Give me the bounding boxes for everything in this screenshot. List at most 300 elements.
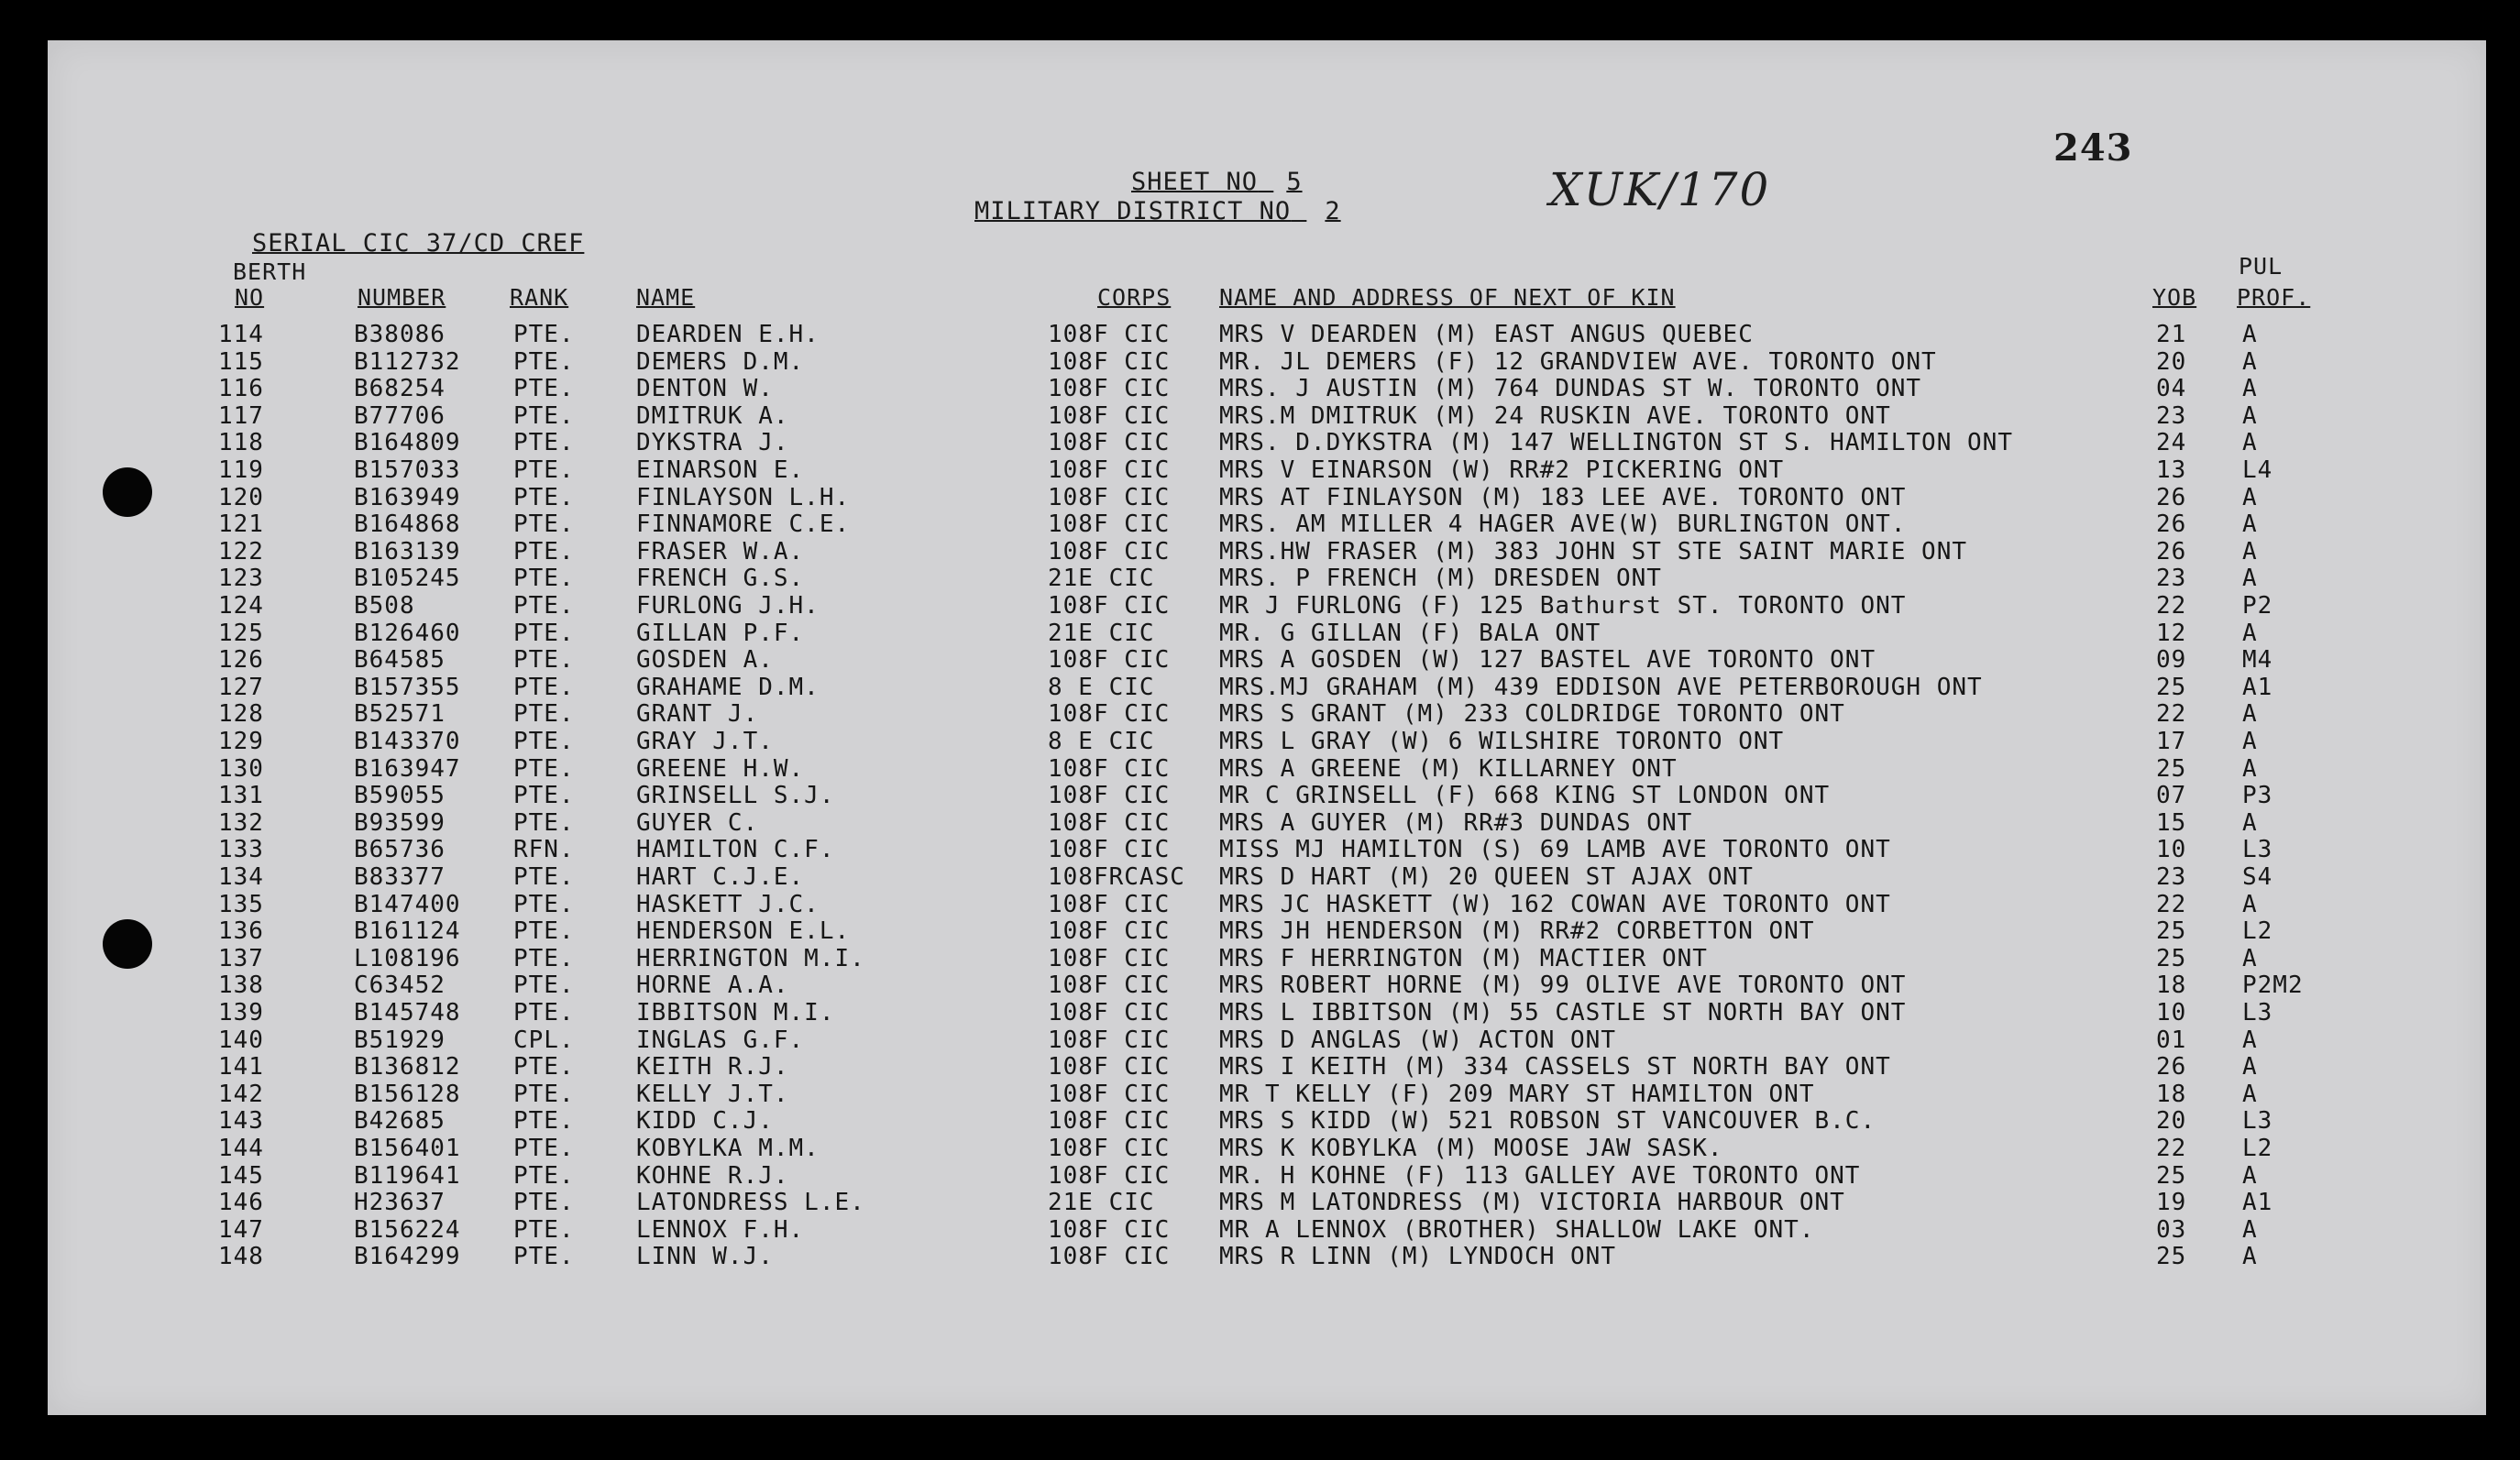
name-cell: GILLAN P.F. <box>636 619 805 647</box>
number-cell: B64585 <box>354 646 446 675</box>
pul-cell: A <box>2242 483 2258 511</box>
corps-cell: 108F CIC <box>1048 1215 1171 1244</box>
number-cell: B93599 <box>354 808 446 837</box>
col-yob: YOB <box>2152 284 2197 311</box>
district-header <box>974 197 1341 225</box>
corps-cell: 108F CIC <box>1048 700 1171 729</box>
number-cell: B164299 <box>354 1243 461 1271</box>
next-of-kin-cell: MRS L GRAY (W) 6 WILSHIRE TORONTO ONT <box>1219 728 1785 755</box>
yob-cell: 18 <box>2156 1080 2187 1108</box>
table-row <box>0 863 2520 890</box>
rank-cell: PTE. <box>513 863 575 891</box>
corps-cell: 8 E CIC <box>1048 728 1155 755</box>
col-next-of-kin: NAME AND ADDRESS OF NEXT OF KIN <box>1219 284 1676 311</box>
pul-cell: A <box>2242 1243 2258 1271</box>
rank-cell: PTE. <box>513 808 575 837</box>
pul-cell: L4 <box>2242 456 2273 484</box>
pul-cell: A <box>2242 565 2258 593</box>
next-of-kin-cell: MRS. D.DYKSTRA (M) 147 WELLINGTON ST S. HAMILTON ONT <box>1219 429 2013 457</box>
name-cell: FRENCH G.S. <box>636 565 805 593</box>
corps-cell: 108F CIC <box>1048 754 1171 783</box>
yob-cell: 20 <box>2156 1107 2187 1136</box>
table-row <box>0 538 2520 565</box>
name-cell: DYKSTRA J. <box>636 429 789 457</box>
pul-cell: A1 <box>2242 673 2273 701</box>
corps-cell: 108F CIC <box>1048 1107 1171 1136</box>
number-cell: B147400 <box>354 890 461 918</box>
serial-label: SERIAL CIC 37/CD CREF <box>252 229 585 258</box>
next-of-kin-cell: MRS A GREENE (M) KILLARNEY ONT <box>1219 754 1678 783</box>
name-cell: LINN W.J. <box>636 1243 774 1271</box>
table-row <box>0 1135 2520 1161</box>
berth-cell: 140 <box>218 1026 264 1054</box>
table-row <box>0 484 2520 510</box>
berth-cell: 122 <box>218 537 264 565</box>
pul-cell: A <box>2242 700 2258 729</box>
berth-cell: 115 <box>218 347 264 376</box>
berth-cell: 136 <box>218 917 264 946</box>
number-cell: B83377 <box>354 863 446 891</box>
next-of-kin-cell: MRS D ANGLAS (W) ACTON ONT <box>1219 1026 1616 1054</box>
next-of-kin-cell: MRS F HERRINGTON (M) MACTIER ONT <box>1219 944 1708 972</box>
pul-cell: P3 <box>2242 782 2273 810</box>
col-pul-top: PUL <box>2239 253 2283 280</box>
pul-cell: A <box>2242 890 2258 918</box>
yob-cell: 21 <box>2156 321 2187 348</box>
corps-cell: 108F CIC <box>1048 1161 1171 1190</box>
corps-cell: 108F CIC <box>1048 456 1171 484</box>
rank-cell: PTE. <box>513 917 575 946</box>
berth-cell: 146 <box>218 1189 264 1217</box>
rank-cell: PTE. <box>513 1107 575 1136</box>
name-cell: DEMERS D.M. <box>636 347 805 376</box>
table-row <box>0 755 2520 782</box>
rank-cell: PTE. <box>513 537 575 565</box>
next-of-kin-cell: MRS S KIDD (W) 521 ROBSON ST VANCOUVER B.C. <box>1219 1107 1876 1136</box>
corps-cell: 108F CIC <box>1048 321 1171 348</box>
berth-cell: 127 <box>218 673 264 701</box>
corps-cell: 108F CIC <box>1048 999 1171 1026</box>
table-row <box>0 836 2520 862</box>
table-row <box>0 782 2520 808</box>
number-cell: B51929 <box>354 1026 446 1054</box>
berth-cell: 129 <box>218 728 264 755</box>
rank-cell: PTE. <box>513 1189 575 1217</box>
table-row <box>0 375 2520 401</box>
next-of-kin-cell: MR. H KOHNE (F) 113 GALLEY AVE TORONTO ONT <box>1219 1161 1861 1190</box>
rank-cell: PTE. <box>513 646 575 675</box>
rank-cell: PTE. <box>513 1080 575 1108</box>
corps-cell: 108F CIC <box>1048 1026 1171 1054</box>
col-rank: RANK <box>510 284 569 311</box>
berth-cell: 147 <box>218 1215 264 1244</box>
corps-cell: 108F CIC <box>1048 944 1171 972</box>
rank-cell: PTE. <box>513 890 575 918</box>
rank-cell: PTE. <box>513 565 575 593</box>
corps-cell: 108F CIC <box>1048 646 1171 675</box>
corps-cell: 108F CIC <box>1048 537 1171 565</box>
rank-cell: CPL. <box>513 1026 575 1054</box>
number-cell: B143370 <box>354 728 461 755</box>
table-row <box>0 402 2520 429</box>
next-of-kin-cell: MRS K KOBYLKA (M) MOOSE JAW SASK. <box>1219 1135 1723 1162</box>
yob-cell: 09 <box>2156 646 2187 675</box>
pul-cell: L3 <box>2242 1107 2273 1136</box>
sheet-header <box>1131 168 1303 196</box>
berth-cell: 133 <box>218 836 264 864</box>
next-of-kin-cell: MRS.HW FRASER (M) 383 JOHN ST STE SAINT MARIE ONT <box>1219 537 1968 565</box>
yob-cell: 01 <box>2156 1026 2187 1054</box>
number-cell: B164868 <box>354 510 461 539</box>
yob-cell: 25 <box>2156 754 2187 783</box>
col-name: NAME <box>636 284 696 311</box>
name-cell: FINNAMORE C.E. <box>636 510 851 539</box>
next-of-kin-cell: MRS.M DMITRUK (M) 24 RUSKIN AVE. TORONTO ONT <box>1219 401 1891 430</box>
rank-cell: PTE. <box>513 782 575 810</box>
berth-cell: 124 <box>218 592 264 620</box>
number-cell: B157355 <box>354 673 461 701</box>
next-of-kin-cell: MR T KELLY (F) 209 MARY ST HAMILTON ONT <box>1219 1080 1815 1108</box>
next-of-kin-cell: MRS S GRANT (M) 233 COLDRIDGE TORONTO ONT <box>1219 700 1845 729</box>
next-of-kin-cell: MRS. P FRENCH (M) DRESDEN ONT <box>1219 565 1662 593</box>
yob-cell: 26 <box>2156 537 2187 565</box>
yob-cell: 23 <box>2156 863 2187 891</box>
name-cell: GRAHAME D.M. <box>636 673 820 701</box>
col-berth: NO <box>235 284 265 311</box>
table-row <box>0 1243 2520 1269</box>
name-cell: GRANT J. <box>636 700 759 729</box>
name-cell: GRAY J.T. <box>636 728 774 755</box>
table-row <box>0 1026 2520 1053</box>
next-of-kin-cell: MRS. AM MILLER 4 HAGER AVE(W) BURLINGTON ONT. <box>1219 510 1907 539</box>
number-cell: B105245 <box>354 565 461 593</box>
number-cell: B42685 <box>354 1107 446 1136</box>
name-cell: KEITH R.J. <box>636 1053 789 1081</box>
pul-cell: A <box>2242 808 2258 837</box>
rank-cell: PTE. <box>513 972 575 1000</box>
pul-cell: P2M2 <box>2242 972 2304 1000</box>
corps-cell: 108F CIC <box>1048 1243 1171 1271</box>
corps-cell: 21E CIC <box>1048 565 1155 593</box>
sheet-value: 5 <box>1286 168 1303 196</box>
number-cell: B163947 <box>354 754 461 783</box>
number-cell: B156224 <box>354 1215 461 1244</box>
name-cell: HASKETT J.C. <box>636 890 820 918</box>
next-of-kin-cell: MRS JC HASKETT (W) 162 COWAN AVE TORONTO ONT <box>1219 890 1891 918</box>
sheet-label: SHEET NO <box>1131 168 1259 196</box>
name-cell: IBBITSON M.I. <box>636 999 835 1026</box>
table-row <box>0 674 2520 700</box>
pul-cell: A <box>2242 401 2258 430</box>
table-row <box>0 321 2520 347</box>
name-cell: HAMILTON C.F. <box>636 836 835 864</box>
berth-cell: 148 <box>218 1243 264 1271</box>
corps-cell: 108F CIC <box>1048 429 1171 457</box>
name-cell: EINARSON E. <box>636 456 805 484</box>
yob-cell: 03 <box>2156 1215 2187 1244</box>
pul-cell: A1 <box>2242 1189 2273 1217</box>
number-cell: B59055 <box>354 782 446 810</box>
corps-cell: 108FRCASC <box>1048 863 1185 891</box>
corps-cell: 108F CIC <box>1048 1080 1171 1108</box>
table-row <box>0 917 2520 944</box>
number-cell: B156128 <box>354 1080 461 1108</box>
yob-cell: 26 <box>2156 483 2187 511</box>
number-cell: B136812 <box>354 1053 461 1081</box>
rank-cell: PTE. <box>513 321 575 348</box>
pul-cell: A <box>2242 944 2258 972</box>
pul-cell: L2 <box>2242 1135 2273 1162</box>
rank-cell: PTE. <box>513 619 575 647</box>
berth-cell: 116 <box>218 375 264 403</box>
next-of-kin-cell: MRS ROBERT HORNE (M) 99 OLIVE AVE TORONTO ONT <box>1219 972 1907 1000</box>
berth-cell: 128 <box>218 700 264 729</box>
berth-cell: 126 <box>218 646 264 675</box>
berth-cell: 142 <box>218 1080 264 1108</box>
name-cell: HORNE A.A. <box>636 972 789 1000</box>
berth-cell: 139 <box>218 999 264 1026</box>
rank-cell: PTE. <box>513 401 575 430</box>
next-of-kin-cell: MISS MJ HAMILTON (S) 69 LAMB AVE TORONTO ONT <box>1219 836 1891 864</box>
table-row <box>0 456 2520 483</box>
number-cell: B508 <box>354 592 415 620</box>
yob-cell: 17 <box>2156 728 2187 755</box>
rank-cell: PTE. <box>513 456 575 484</box>
table-row <box>0 592 2520 619</box>
berth-cell: 123 <box>218 565 264 593</box>
table-row <box>0 1107 2520 1134</box>
name-cell: FRASER W.A. <box>636 537 805 565</box>
corps-cell: 108F CIC <box>1048 836 1171 864</box>
number-cell: B52571 <box>354 700 446 729</box>
corps-cell: 108F CIC <box>1048 401 1171 430</box>
berth-cell: 138 <box>218 972 264 1000</box>
name-cell: FURLONG J.H. <box>636 592 820 620</box>
next-of-kin-cell: MRS V DEARDEN (M) EAST ANGUS QUEBEC <box>1219 321 1754 348</box>
yob-cell: 10 <box>2156 999 2187 1026</box>
berth-cell: 145 <box>218 1161 264 1190</box>
corps-cell: 108F CIC <box>1048 782 1171 810</box>
table-row <box>0 1189 2520 1215</box>
number-cell: B163139 <box>354 537 461 565</box>
rank-cell: PTE. <box>513 1243 575 1271</box>
district-value: 2 <box>1325 197 1341 225</box>
rank-cell: PTE. <box>513 700 575 729</box>
berth-cell: 130 <box>218 754 264 783</box>
rank-cell: PTE. <box>513 1053 575 1081</box>
pul-cell: A <box>2242 1080 2258 1108</box>
col-corps: CORPS <box>1097 284 1172 311</box>
name-cell: KOBYLKA M.M. <box>636 1135 820 1162</box>
pul-cell: A <box>2242 375 2258 403</box>
table-row <box>0 510 2520 537</box>
yob-cell: 26 <box>2156 510 2187 539</box>
number-cell: B119641 <box>354 1161 461 1190</box>
number-cell: B38086 <box>354 321 446 348</box>
name-cell: GOSDEN A. <box>636 646 774 675</box>
yob-cell: 04 <box>2156 375 2187 403</box>
corps-cell: 108F CIC <box>1048 917 1171 946</box>
rank-cell: PTE. <box>513 483 575 511</box>
berth-cell: 119 <box>218 456 264 484</box>
corps-cell: 108F CIC <box>1048 1053 1171 1081</box>
next-of-kin-cell: MRS V EINARSON (W) RR#2 PICKERING ONT <box>1219 456 1785 484</box>
number-cell: L108196 <box>354 944 461 972</box>
next-of-kin-cell: MRS R LINN (M) LYNDOCH ONT <box>1219 1243 1616 1271</box>
name-cell: HERRINGTON M.I. <box>636 944 865 972</box>
berth-cell: 134 <box>218 863 264 891</box>
next-of-kin-cell: MRS JH HENDERSON (M) RR#2 CORBETTON ONT <box>1219 917 1815 946</box>
yob-cell: 25 <box>2156 1243 2187 1271</box>
name-cell: KOHNE R.J. <box>636 1161 789 1190</box>
table-row <box>0 348 2520 375</box>
corps-cell: 108F CIC <box>1048 510 1171 539</box>
pul-cell: A <box>2242 619 2258 647</box>
col-number: NUMBER <box>358 284 446 311</box>
name-cell: DMITRUK A. <box>636 401 789 430</box>
pul-cell: L3 <box>2242 999 2273 1026</box>
pul-cell: P2 <box>2242 592 2273 620</box>
corps-cell: 8 E CIC <box>1048 673 1155 701</box>
name-cell: LENNOX F.H. <box>636 1215 805 1244</box>
pul-cell: A <box>2242 1026 2258 1054</box>
name-cell: GRINSELL S.J. <box>636 782 835 810</box>
corps-cell: 108F CIC <box>1048 1135 1171 1162</box>
berth-cell: 125 <box>218 619 264 647</box>
name-cell: KELLY J.T. <box>636 1080 789 1108</box>
name-cell: LATONDRESS L.E. <box>636 1189 865 1217</box>
name-cell: FINLAYSON L.H. <box>636 483 851 511</box>
table-row <box>0 945 2520 972</box>
name-cell: DENTON W. <box>636 375 774 403</box>
table-row <box>0 972 2520 998</box>
number-cell: B68254 <box>354 375 446 403</box>
yob-cell: 07 <box>2156 782 2187 810</box>
pul-cell: S4 <box>2242 863 2273 891</box>
rank-cell: PTE. <box>513 429 575 457</box>
table-row <box>0 565 2520 591</box>
table-row <box>0 646 2520 673</box>
number-cell: B77706 <box>354 401 446 430</box>
next-of-kin-cell: MRS I KEITH (M) 334 CASSELS ST NORTH BAY ONT <box>1219 1053 1891 1081</box>
number-cell: H23637 <box>354 1189 446 1217</box>
next-of-kin-cell: MRS D HART (M) 20 QUEEN ST AJAX ONT <box>1219 863 1754 891</box>
district-label: MILITARY DISTRICT NO <box>974 197 1292 225</box>
number-cell: B157033 <box>354 456 461 484</box>
table-row <box>0 700 2520 727</box>
number-cell: B161124 <box>354 917 461 946</box>
yob-cell: 18 <box>2156 972 2187 1000</box>
berth-cell: 131 <box>218 782 264 810</box>
number-cell: B145748 <box>354 999 461 1026</box>
berth-cell: 118 <box>218 429 264 457</box>
next-of-kin-cell: MR A LENNOX (BROTHER) SHALLOW LAKE ONT. <box>1219 1215 1815 1244</box>
berth-cell: 121 <box>218 510 264 539</box>
corps-cell: 108F CIC <box>1048 347 1171 376</box>
name-cell: GREENE H.W. <box>636 754 805 783</box>
pul-cell: M4 <box>2242 646 2273 675</box>
yob-cell: 22 <box>2156 1135 2187 1162</box>
berth-cell: 117 <box>218 401 264 430</box>
number-cell: B112732 <box>354 347 461 376</box>
next-of-kin-cell: MRS M LATONDRESS (M) VICTORIA HARBOUR ONT <box>1219 1189 1845 1217</box>
berth-cell: 141 <box>218 1053 264 1081</box>
next-of-kin-cell: MRS AT FINLAYSON (M) 183 LEE AVE. TORONTO ONT <box>1219 483 1907 511</box>
pul-cell: A <box>2242 754 2258 783</box>
yob-cell: 22 <box>2156 592 2187 620</box>
pul-cell: L2 <box>2242 917 2273 946</box>
number-cell: B163949 <box>354 483 461 511</box>
name-cell: INGLAS G.F. <box>636 1026 805 1054</box>
rank-cell: PTE. <box>513 375 575 403</box>
table-row <box>0 891 2520 917</box>
yob-cell: 13 <box>2156 456 2187 484</box>
corps-cell: 108F CIC <box>1048 808 1171 837</box>
rank-cell: PTE. <box>513 1135 575 1162</box>
rank-cell: PTE. <box>513 728 575 755</box>
yob-cell: 23 <box>2156 401 2187 430</box>
next-of-kin-cell: MRS.MJ GRAHAM (M) 439 EDDISON AVE PETERBOROUGH ONT <box>1219 673 1983 701</box>
table-row <box>0 429 2520 456</box>
yob-cell: 25 <box>2156 944 2187 972</box>
pul-cell: A <box>2242 1215 2258 1244</box>
name-cell: DEARDEN E.H. <box>636 321 820 348</box>
yob-cell: 20 <box>2156 347 2187 376</box>
berth-cell: 143 <box>218 1107 264 1136</box>
table-row <box>0 809 2520 836</box>
yob-cell: 19 <box>2156 1189 2187 1217</box>
next-of-kin-cell: MR. G GILLAN (F) BALA ONT <box>1219 619 1601 647</box>
yob-cell: 23 <box>2156 565 2187 593</box>
table-row <box>0 1053 2520 1080</box>
berth-cell: 120 <box>218 483 264 511</box>
pul-cell: A <box>2242 510 2258 539</box>
table-row <box>0 1081 2520 1107</box>
berth-cell: 135 <box>218 890 264 918</box>
col-berth-top: BERTH <box>233 258 307 285</box>
next-of-kin-cell: MR J FURLONG (F) 125 Bathurst ST. TORONTO ONT <box>1219 592 1907 620</box>
rank-cell: PTE. <box>513 999 575 1026</box>
pul-cell: A <box>2242 1053 2258 1081</box>
corps-cell: 108F CIC <box>1048 592 1171 620</box>
table-row <box>0 1162 2520 1189</box>
yob-cell: 12 <box>2156 619 2187 647</box>
table-row <box>0 728 2520 754</box>
number-cell: B164809 <box>354 429 461 457</box>
yob-cell: 22 <box>2156 700 2187 729</box>
yob-cell: 25 <box>2156 917 2187 946</box>
table-row <box>0 1216 2520 1243</box>
rank-cell: PTE. <box>513 510 575 539</box>
corps-cell: 21E CIC <box>1048 1189 1155 1217</box>
yob-cell: 25 <box>2156 673 2187 701</box>
yob-cell: 15 <box>2156 808 2187 837</box>
name-cell: HENDERSON E.L. <box>636 917 851 946</box>
number-cell: B156401 <box>354 1135 461 1162</box>
name-cell: HART C.J.E. <box>636 863 805 891</box>
corps-cell: 108F CIC <box>1048 890 1171 918</box>
col-pul: PROF. <box>2237 284 2311 311</box>
rank-cell: PTE. <box>513 1215 575 1244</box>
handwritten-reference: XUK/170 <box>1549 163 1771 216</box>
berth-cell: 144 <box>218 1135 264 1162</box>
berth-cell: 114 <box>218 321 264 348</box>
number-cell: C63452 <box>354 972 446 1000</box>
name-cell: KIDD C.J. <box>636 1107 774 1136</box>
rank-cell: PTE. <box>513 592 575 620</box>
corps-cell: 21E CIC <box>1048 619 1155 647</box>
pul-cell: A <box>2242 347 2258 376</box>
